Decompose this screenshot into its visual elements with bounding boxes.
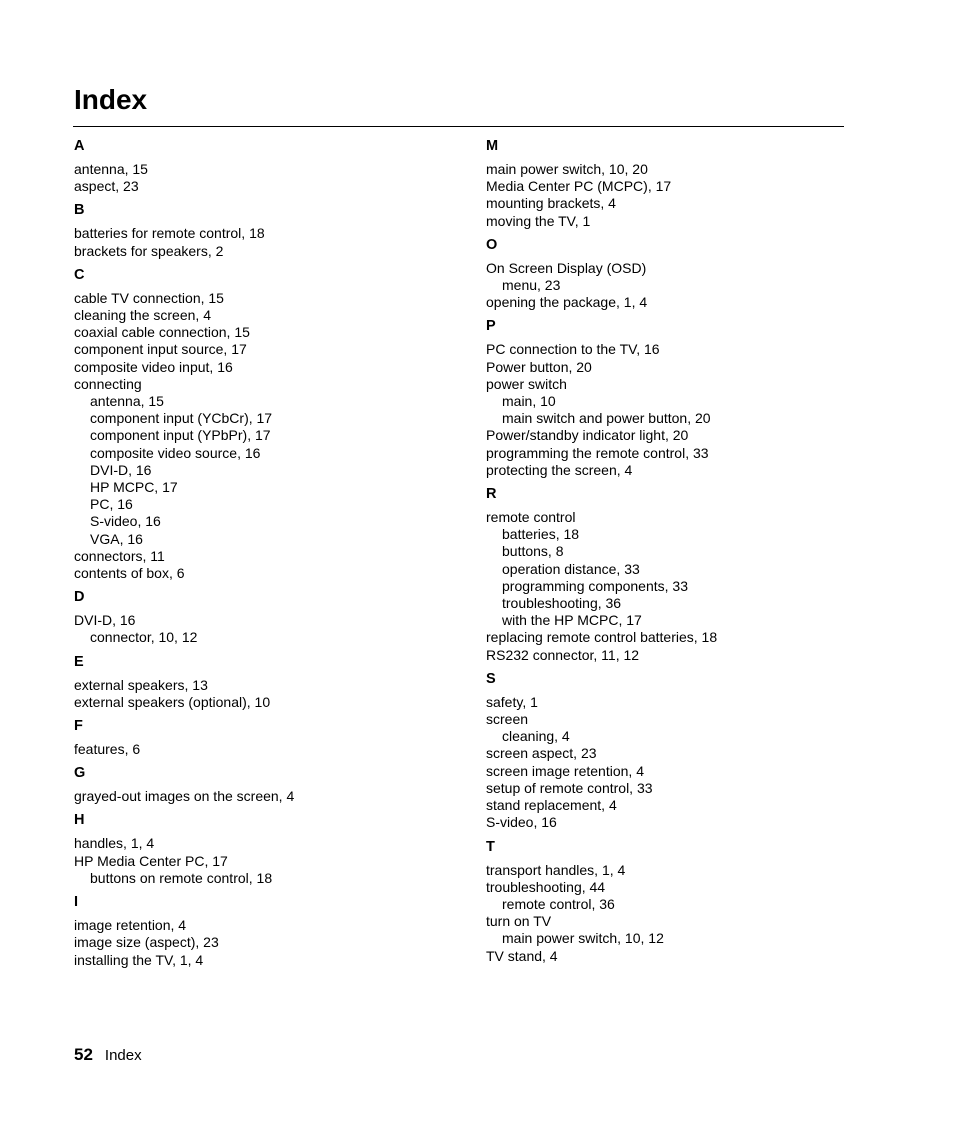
- index-entry: main power switch, 10, 20: [486, 161, 648, 177]
- index-entry: moving the TV, 1: [486, 212, 591, 229]
- index-entry: protecting the screen, 4: [486, 461, 633, 478]
- index-entry: cleaning the screen, 4: [74, 307, 211, 324]
- index-group-i: [74, 893, 444, 969]
- index-group-a: [74, 137, 444, 195]
- index-entry: batteries for remote control, 18: [74, 225, 265, 242]
- index-subentry: programming components, 33: [502, 577, 688, 594]
- index-column-right: [486, 134, 856, 971]
- index-entry: connecting: [74, 375, 142, 392]
- index-entry: handles, 1, 4: [74, 835, 155, 852]
- index-subentry: PC, 16: [90, 496, 133, 513]
- index-entry: coaxial cable connection, 15: [74, 324, 250, 341]
- page-footer: [74, 1044, 142, 1067]
- index-letter-heading: B: [74, 202, 85, 219]
- index-group-h: [74, 811, 444, 887]
- index-entry: screen image retention, 4: [486, 762, 644, 779]
- index-entry: contents of box, 6: [74, 565, 185, 582]
- index-subentry: connector, 10, 12: [90, 629, 198, 646]
- index-subentry: buttons, 8: [502, 543, 564, 560]
- index-entry: S-video, 16: [486, 814, 557, 831]
- index-letter-heading: E: [74, 653, 84, 670]
- index-group-p: [486, 317, 856, 479]
- index-group-c: [74, 266, 444, 582]
- index-subentry: antenna, 15: [90, 393, 164, 410]
- index-entry: brackets for speakers, 2: [74, 242, 224, 259]
- index-group-d: [74, 588, 444, 646]
- index-subentry: composite video source, 16: [90, 444, 261, 461]
- index-group-r: [486, 485, 856, 664]
- index-entry: programming the remote control, 33: [486, 444, 709, 461]
- index-group-e: [74, 653, 444, 711]
- index-subentry: main power switch, 10, 12: [502, 930, 664, 947]
- index-entry: TV stand, 4: [486, 947, 558, 964]
- index-entry: DVI-D, 16: [74, 612, 136, 629]
- index-subentry: HP MCPC, 17: [90, 479, 178, 496]
- index-entry: stand replacement, 4: [486, 797, 617, 814]
- index-entry: external speakers, 13: [74, 676, 208, 693]
- index-subentry: S-video, 16: [90, 513, 161, 530]
- index-letter-heading: H: [74, 812, 85, 829]
- index-letter-heading: S: [486, 670, 496, 687]
- index-group-m: [486, 137, 856, 230]
- index-column-left: [74, 134, 444, 975]
- index-letter-heading: F: [74, 718, 83, 735]
- index-subentry: cleaning, 4: [502, 728, 570, 745]
- index-subentry: troubleshooting, 36: [502, 595, 622, 612]
- title-rule: [73, 126, 844, 127]
- index-entry: external speakers (optional), 10: [74, 693, 271, 710]
- index-letter-heading: O: [486, 236, 498, 253]
- index-entry: safety, 1: [486, 693, 538, 710]
- index-entry: mounting brackets, 4: [486, 195, 616, 212]
- index-group-g: [74, 764, 444, 805]
- index-entry: grayed-out images on the screen, 4: [74, 788, 295, 805]
- index-group-f: [74, 717, 444, 758]
- index-entry: cable TV connection, 15: [74, 289, 224, 306]
- footer-label: Index: [104, 1047, 142, 1064]
- index-letter-heading: C: [74, 266, 85, 283]
- index-entry: image size (aspect), 23: [74, 934, 219, 951]
- index-subentry: DVI-D, 16: [90, 461, 152, 478]
- index-entry: RS232 connector, 11, 12: [486, 646, 640, 663]
- index-entry: Power button, 20: [486, 358, 592, 375]
- index-entry: installing the TV, 1, 4: [74, 951, 204, 968]
- index-entry: component input source, 17: [74, 341, 247, 358]
- index-letter-heading: R: [486, 486, 497, 503]
- index-letter-heading: P: [486, 318, 496, 335]
- index-entry: turn on TV: [486, 913, 552, 930]
- index-group-s: [486, 670, 856, 832]
- index-letter-heading: I: [74, 894, 79, 911]
- index-subentry: menu, 23: [502, 277, 561, 294]
- index-entry: HP Media Center PC, 17: [74, 852, 228, 869]
- index-subentry: main, 10: [502, 393, 556, 410]
- index-group-o: [486, 236, 856, 312]
- index-entry: antenna, 15: [74, 161, 148, 177]
- index-entry: On Screen Display (OSD): [486, 259, 647, 276]
- index-entry: troubleshooting, 44: [486, 878, 606, 895]
- index-entry: replacing remote control batteries, 18: [486, 629, 718, 646]
- index-entry: aspect, 23: [74, 178, 139, 195]
- index-entry: remote control: [486, 509, 576, 526]
- index-subentry: component input (YCbCr), 17: [90, 410, 273, 427]
- index-entry: power switch: [486, 375, 567, 392]
- index-subentry: batteries, 18: [502, 526, 580, 543]
- index-letter-heading: T: [486, 838, 495, 855]
- index-letter-heading: D: [74, 589, 85, 606]
- index-entry: Power/standby indicator light, 20: [486, 427, 689, 444]
- index-entry: connectors, 11: [74, 547, 165, 564]
- index-entry: PC connection to the TV, 16: [486, 341, 660, 358]
- index-letter-heading: A: [74, 138, 85, 154]
- index-entry: features, 6: [74, 741, 141, 758]
- index-subentry: main switch and power button, 20: [502, 410, 711, 427]
- index-entry: transport handles, 1, 4: [486, 861, 626, 878]
- index-subentry: VGA, 16: [90, 530, 143, 547]
- index-group-b: [74, 201, 444, 259]
- index-subentry: component input (YPbPr), 17: [90, 427, 271, 444]
- index-subentry: operation distance, 33: [502, 560, 640, 577]
- index-entry: screen aspect, 23: [486, 745, 597, 762]
- index-group-t: [486, 838, 856, 965]
- index-letter-heading: M: [486, 138, 499, 154]
- index-subentry: buttons on remote control, 18: [90, 869, 273, 886]
- index-entry: image retention, 4: [74, 917, 187, 934]
- page-number: 52: [74, 1045, 93, 1064]
- index-entry: composite video input, 16: [74, 358, 233, 375]
- index-letter-heading: G: [74, 765, 86, 782]
- index-subentry: remote control, 36: [502, 895, 615, 912]
- index-entry: opening the package, 1, 4: [486, 294, 648, 311]
- page-title: Index: [74, 84, 148, 115]
- index-entry: screen: [486, 711, 529, 728]
- index-subentry: with the HP MCPC, 17: [502, 612, 642, 629]
- index-entry: Media Center PC (MCPC), 17: [486, 178, 672, 195]
- index-entry: setup of remote control, 33: [486, 779, 653, 796]
